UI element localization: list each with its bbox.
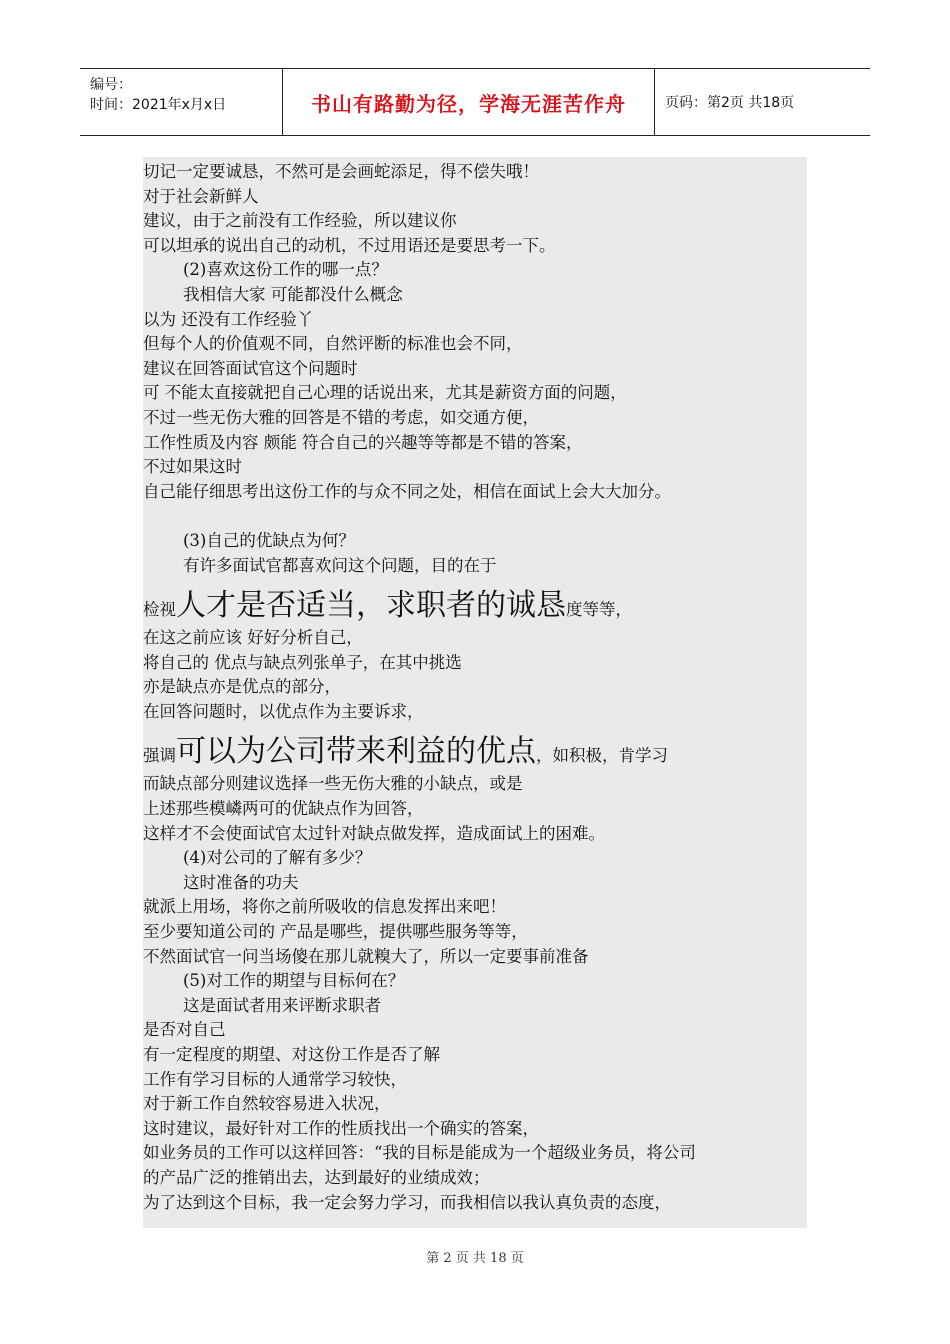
text-line: 至少要知道公司的 产品是哪些，提供哪些服务等等，: [143, 922, 528, 942]
text-line: 对于社会新鲜人: [143, 186, 259, 206]
text-line: 对于新工作自然较容易进入状况，: [143, 1094, 391, 1114]
text-line: 工作性质及内容 颇能 符合自己的兴趣等等都是不错的答案，: [143, 432, 583, 452]
text-fragment: ，如积极，肯学习: [536, 746, 668, 766]
text-line: 建议，由于之前没有工作经验，所以建议你: [143, 211, 457, 231]
section-heading: (3)自己的优缺点为何？: [183, 530, 355, 550]
text-line: 在回答问题时，以优点作为主要诉求，: [143, 701, 424, 721]
text-line: 以为 还没有工作经验丫: [143, 309, 314, 329]
text-line: 将自己的 优点与缺点列张单子，在其中挑选: [143, 652, 462, 672]
text-line: 我相信大家 可能都没什么概念: [183, 284, 403, 304]
text-line: 建议在回答面试官这个问题时: [143, 358, 358, 378]
text-line-emphasis: [143, 724, 807, 772]
text-line: 可以坦承的说出自己的动机，不过用语还是要思考一下。: [143, 235, 556, 255]
page-header: [80, 68, 870, 136]
text-line: 但每个人的价值观不同，自然评断的标准也会不同，: [143, 334, 523, 354]
text-fragment: 度等等，: [566, 600, 632, 620]
text-line: 亦是缺点亦是优点的部分，: [143, 677, 341, 697]
text-fragment: 强调: [143, 746, 176, 766]
header-motto: 书山有路勤为径，学海无涯苦作舟: [283, 69, 655, 135]
document-body: [143, 157, 807, 1228]
text-line: 有一定程度的期望、对这份工作是否了解: [143, 1045, 440, 1064]
emphasized-text: 可以为公司带来利益的优点: [176, 734, 536, 770]
text-line: 不然面试官一问当场傻在那儿就糗大了，所以一定要事前准备: [143, 946, 589, 966]
emphasized-text: 人才是否适当，求职者的诚恳: [176, 588, 566, 624]
text-line: 工作有学习目标的人通常学习较快，: [143, 1069, 407, 1089]
text-fragment: 检视: [143, 600, 176, 620]
text-line: 而缺点部分则建议选择一些无伤大雅的小缺点，或是: [143, 774, 523, 794]
header-number: 编号：: [90, 77, 132, 93]
text-line-emphasis: [143, 578, 807, 626]
section-heading: (2)喜欢这份工作的哪一点？: [183, 260, 388, 280]
blank-line: [143, 504, 807, 529]
text-line: 切记一定要诚恳，不然可是会画蛇添足，得不偿失哦！: [143, 162, 539, 181]
text-line: 上述那些模嶙两可的优缺点作为回答，: [143, 799, 424, 819]
text-line: 这样才不会使面试官太过针对缺点做发挥，造成面试上的困难。: [143, 823, 605, 843]
text-line: 在这之前应该 好好分析自己，: [143, 628, 363, 648]
text-line: 这是面试者用来评断求职者: [183, 995, 381, 1015]
text-line: 这时准备的功夫: [183, 872, 299, 892]
text-line: 是否对自己: [143, 1020, 226, 1040]
text-line: 就派上用场，将你之前所吸收的信息发挥出来吧！: [143, 897, 506, 917]
text-line: 可 不能太直接就把自己心理的话说出来，尤其是薪资方面的问题，: [143, 383, 627, 403]
header-page-number: 页码：第2页 共18页: [665, 95, 795, 111]
text-line: 不过如果这时: [143, 457, 242, 477]
text-line: 自己能仔细思考出这份工作的与众不同之处，相信在面试上会大大加分。: [143, 481, 671, 501]
header-date: 时间：2021年x月x日: [90, 97, 227, 113]
text-line: 如业务员的工作可以这样回答：“我的目标是能成为一个超级业务员，将公司: [143, 1143, 696, 1163]
header-meta: [80, 69, 283, 135]
page-footer: 第 2 页 共 18 页: [426, 1251, 524, 1266]
text-line: 的产品广泛的推销出去，达到最好的业绩成效；: [143, 1167, 490, 1187]
text-line: 不过一些无伤大雅的回答是不错的考虑，如交通方便，: [143, 407, 539, 427]
section-heading: (5)对工作的期望与目标何在？: [183, 971, 405, 991]
section-heading: (4)对公司的了解有多少？: [183, 848, 372, 868]
text-line: 为了达到这个目标，我一定会努力学习，而我相信以我认真负责的态度，: [143, 1192, 671, 1212]
text-line: 有许多面试官都喜欢问这个问题，目的在于: [183, 555, 497, 575]
text-line: 这时建议，最好针对工作的性质找出一个确实的答案，: [143, 1118, 539, 1138]
